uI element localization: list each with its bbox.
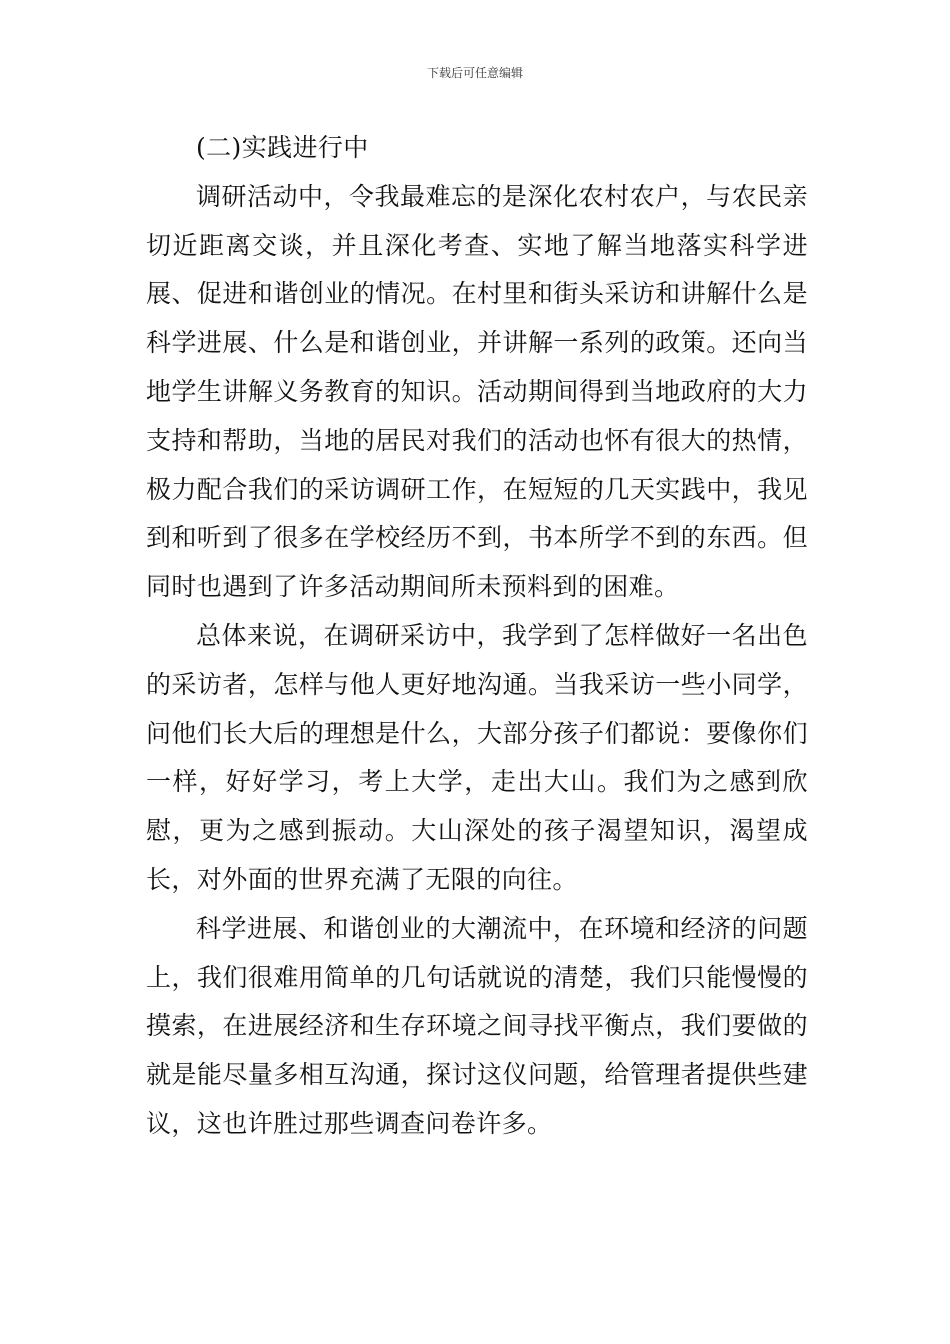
paragraph-environment-economy: 科学进展、和谐创业的大潮流中，在环境和经济的问题上，我们很难用简单的几句话就说的清楚，我们只能慢慢的摸索，在进展经济和生存环境之间寻找平衡点，我们要做的就是能尽量多相互沟通，探讨这仪问题，给管理者提供些建议，这也许胜过那些调查问卷许多。 [146, 913, 808, 1138]
page-header-note: 下载后可任意编辑 [426, 66, 523, 80]
paragraph-interview-summary: 总体来说，在调研采访中，我学到了怎样做好一名出色的采访者，怎样与他人更好地沟通。当我采访一些小同学，问他们长大后的理想是什么，大部分孩子们都说：要像你们一样，好好学习，考上大学，走出大山。我们为之感到欣慰，更为之感到振动。大山深处的孩子渴望知识，渴望成长，对外面的世界充满了无限的向往。 [146, 620, 808, 894]
paragraph-research-activities: 调研活动中，令我最难忘的是深化农村农户，与农民亲切近距离交谈，并且深化考查、实地了解当地落实科学进展、促进和谐创业的情况。在村里和街头采访和讲解什么是科学进展、什么是和谐创业，并讲解一系列的政策。还向当地学生讲解义务教育的知识。活动期间得到当地政府的大力支持和帮助，当地的居民对我们的活动也怀有很大的热情，极力配合我们的采访调研工作，在短短的几天实践中，我见到和听到了很多在学校经历不到，书本所学不到的东西。但同时也遇到了许多活动期间所未预料到的困难。 [146, 181, 808, 602]
section-heading: (二)实践进行中 [196, 133, 369, 162]
document-body [146, 124, 808, 1149]
